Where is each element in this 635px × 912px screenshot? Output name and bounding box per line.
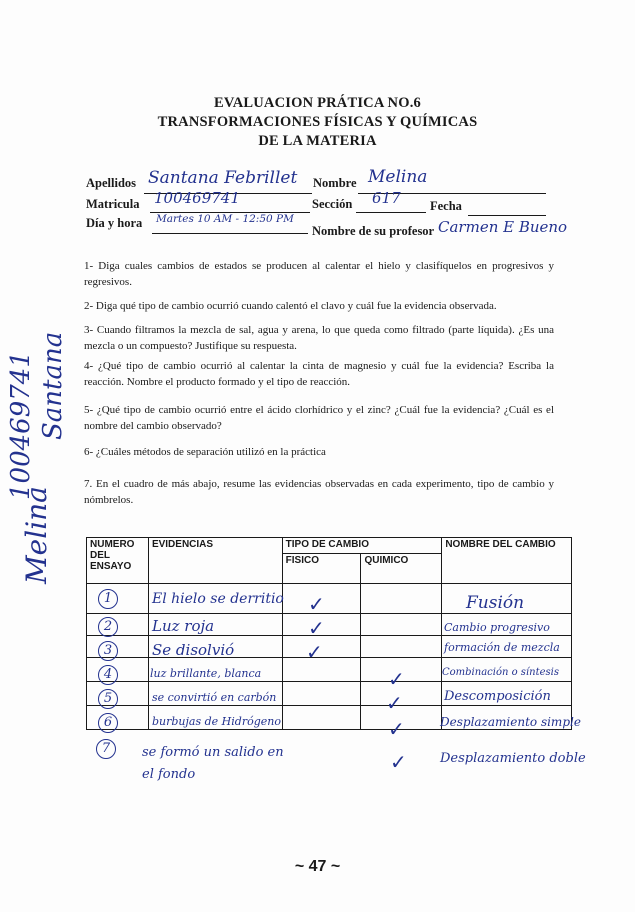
change-name: Desplazamiento doble bbox=[440, 751, 586, 766]
apellidos-value: Santana Febrillet bbox=[148, 168, 298, 188]
evidence-text: burbujas de Hidrógeno bbox=[152, 715, 281, 728]
seccion-value: 617 bbox=[372, 189, 401, 207]
dia-hora-label: Día y hora bbox=[86, 216, 143, 230]
fecha-line bbox=[468, 196, 546, 216]
change-name: Descomposición bbox=[444, 689, 551, 704]
row-number: 1 bbox=[98, 589, 118, 609]
evidence-text: se convirtió en carbón bbox=[152, 691, 277, 704]
check-quimico: ✓ bbox=[386, 691, 403, 715]
seccion-label: Sección bbox=[312, 197, 353, 211]
fecha-label: Fecha bbox=[430, 199, 462, 213]
row-number: 5 bbox=[98, 689, 118, 709]
evidence-text: Se disolvió bbox=[152, 641, 235, 659]
apellidos-label: Apellidos bbox=[86, 176, 137, 190]
evidence-text: El hielo se derritio bbox=[152, 591, 284, 607]
check-quimico: ✓ bbox=[388, 717, 405, 741]
change-name: formación de mezcla bbox=[444, 641, 560, 654]
header-tipo-cambio: TIPO DE CAMBIO bbox=[282, 538, 442, 554]
title-line-1: EVALUACION PRÁTICA NO.6 bbox=[214, 95, 421, 111]
change-name: Fusión bbox=[466, 593, 525, 613]
margin-matricula: 100469741 bbox=[6, 351, 36, 500]
question-1: 1- Diga cuales cambios de estados se producen al calentar el hielo y clasifíquelos en progresivos y regresivos. bbox=[84, 260, 554, 288]
question-2: 2- Diga qué tipo de cambio ocurrió cuando calentó el clavo y cuál fue la evidencia observada. bbox=[84, 300, 497, 312]
row-number: 2 bbox=[98, 617, 118, 637]
matricula-value: 100469741 bbox=[154, 189, 240, 207]
check-quimico: ✓ bbox=[388, 667, 405, 691]
row-number: 7 bbox=[96, 739, 116, 759]
header-fisico: FISICO bbox=[282, 554, 361, 584]
row-number: 4 bbox=[98, 665, 118, 685]
dia-hora-value: Martes 10 AM - 12:50 PM bbox=[156, 213, 294, 225]
title-line-2: TRANSFORMACIONES FÍSICAS Y QUÍMICAS bbox=[157, 114, 478, 130]
question-5: 5- ¿Qué tipo de cambio ocurrió entre el ácido clorhídrico y el zinc? ¿Cuál fue la evidencia? ¿Cuál es el nombre del cambio observado? bbox=[84, 404, 554, 432]
check-fisico: ✓ bbox=[306, 640, 323, 664]
title-line-3: DE LA MATERIA bbox=[258, 133, 377, 149]
evidence-text: luz brillante, blanca bbox=[150, 667, 262, 680]
header-quimico: QUIMICO bbox=[361, 554, 442, 584]
change-name: Combinación o síntesis bbox=[442, 667, 559, 678]
profesor-value: Carmen E Bueno bbox=[438, 218, 568, 236]
change-name: Desplazamiento simple bbox=[440, 715, 581, 729]
evidence-text: Luz roja bbox=[152, 617, 215, 635]
nombre-label: Nombre bbox=[313, 176, 357, 190]
change-name: Cambio progresivo bbox=[444, 621, 550, 634]
question-6: 6- ¿Cuáles métodos de separación utilizó en la práctica bbox=[84, 446, 326, 458]
check-quimico: ✓ bbox=[390, 750, 407, 774]
check-fisico: ✓ bbox=[308, 616, 325, 640]
row-number: 6 bbox=[98, 713, 118, 733]
row-number: 3 bbox=[98, 641, 118, 661]
evidence-text: se formó un salido en el fondo bbox=[142, 745, 284, 782]
header-numero: NUMERO DEL ENSAYO bbox=[87, 538, 149, 584]
check-fisico: ✓ bbox=[308, 592, 325, 616]
question-3: 3- Cuando filtramos la mezcla de sal, agua y arena, lo que queda como filtrado (parte líquida). ¿Es una mezcla o un compuesto? Justifique su respuesta. bbox=[84, 324, 554, 352]
page-number: ~ 47 ~ bbox=[294, 858, 341, 875]
margin-nombre: Melina bbox=[20, 486, 53, 584]
nombre-value: Melina bbox=[368, 167, 428, 187]
profesor-label: Nombre de su profesor bbox=[312, 224, 435, 238]
question-4: 4- ¿Qué tipo de cambio ocurrió al calentar la cinta de magnesio y cuál fue la evidencia? Escriba la reacción. Nombre el producto formado y el tipo de reacción. bbox=[84, 360, 554, 388]
header-nombre-cambio: NOMBRE DEL CAMBIO bbox=[442, 538, 572, 584]
matricula-label: Matricula bbox=[86, 197, 140, 211]
header-evidencias: EVIDENCIAS bbox=[148, 538, 282, 584]
margin-apellido: Santana bbox=[38, 331, 68, 440]
question-7: 7. En el cuadro de más abajo, resume las evidencias observadas en cada experimento, tipo de cambio y nómbrelos. bbox=[84, 478, 554, 506]
